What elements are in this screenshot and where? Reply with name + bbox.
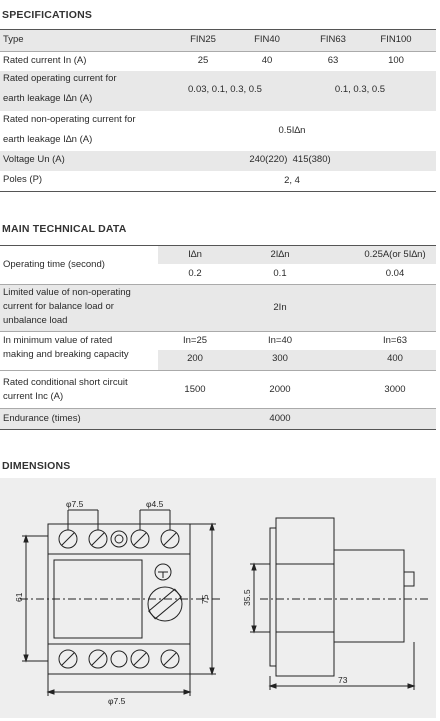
making-h3: In=63 [382, 335, 408, 346]
non-operating-value: 0.5I∆n [278, 125, 306, 136]
rated-current-40: 40 [261, 55, 273, 66]
voltage-label: Voltage Un (A) [3, 154, 65, 165]
short-label1: Rated conditional short circuit [3, 377, 128, 388]
making-label2: making and breaking capacity [3, 349, 129, 360]
side-width-label: 73 [338, 675, 348, 685]
poles-label: Poles (P) [3, 174, 43, 185]
specifications-title: SPECIFICATIONS [2, 9, 93, 21]
making-v2: 300 [272, 353, 288, 364]
dimension-drawing [0, 478, 436, 718]
endurance-row [0, 409, 436, 429]
making-capacity-row [0, 332, 436, 370]
operating-time-h1: I∆n [188, 249, 202, 260]
type-label: Type [3, 34, 24, 45]
side-height-label: 35.5 [242, 589, 252, 606]
bottom-diameter: φ7.5 [108, 696, 126, 706]
making-h1: In=25 [182, 335, 208, 346]
voltage-row [0, 151, 436, 171]
height-61-label: 61 [14, 592, 24, 602]
rated-current-label: Rated current In (A) [3, 55, 87, 66]
short-v2: 2000 [269, 384, 291, 395]
short-label2: current Inc (A) [3, 391, 64, 402]
operating-current-label2: earth leakage I∆n (A) [3, 93, 93, 104]
rated-current-100: 100 [388, 55, 404, 66]
operating-time-h2: 2I∆n [270, 249, 290, 260]
type-fin40: FIN40 [254, 34, 280, 45]
short-v1: 1500 [184, 384, 206, 395]
making-h2: In=40 [267, 335, 293, 346]
operating-current-label1: Rated operating current for [3, 73, 117, 84]
voltage-value: 240(220) 415(380) [249, 154, 331, 165]
operating-time-row [0, 246, 436, 284]
making-v3: 400 [387, 353, 403, 364]
making-label1: In minimum value of rated [3, 335, 113, 346]
operating-time-v2: 0.1 [273, 268, 287, 279]
top-terminal-center-icon [111, 531, 127, 547]
short-circuit-row [0, 371, 436, 408]
non-operating-current-row [0, 111, 436, 151]
making-v1: 200 [187, 353, 203, 364]
limited-label3: unbalance load [3, 315, 68, 326]
limited-value: 2In [273, 302, 287, 313]
rated-current-25: 25 [197, 55, 209, 66]
main-technical-data-title: MAIN TECHNICAL DATA [2, 223, 127, 235]
side-handle [404, 572, 414, 586]
operating-current-value2: 0.1, 0.3, 0.5 [334, 84, 386, 95]
operating-time-v1: 0.2 [188, 268, 202, 279]
rated-current-63: 63 [327, 55, 339, 66]
top-diameter-2: φ4.5 [146, 499, 164, 509]
limited-value-row [0, 285, 436, 331]
side-body-front [334, 550, 404, 642]
spec-header-row [0, 30, 436, 51]
dimensions-title: DIMENSIONS [2, 460, 71, 472]
limited-label1: Limited value of non-operating [3, 287, 131, 298]
non-operating-label2: earth leakage I∆n (A) [3, 134, 93, 145]
operating-current-value1: 0.03, 0.1, 0.3, 0.5 [188, 84, 262, 95]
side-body-back [276, 518, 334, 676]
poles-row [0, 171, 436, 191]
operating-time-h3: 0.25A(or 5I∆n) [364, 249, 426, 260]
dimensions-drawing-panel [0, 478, 436, 718]
bottom-terminal-center-icon [111, 651, 127, 667]
top-diameter-1: φ7.5 [66, 499, 84, 509]
side-din-clip [270, 528, 276, 666]
non-operating-label1: Rated non-operating current for [3, 114, 136, 125]
operating-time-v3: 0.04 [385, 268, 405, 279]
endurance-label: Endurance (times) [3, 413, 81, 424]
poles-value: 2, 4 [284, 175, 300, 186]
height-75-label: 75 [200, 594, 210, 604]
type-fin63: FIN63 [320, 34, 346, 45]
rated-current-row [0, 52, 436, 71]
type-fin25: FIN25 [190, 34, 216, 45]
type-fin100: FIN100 [380, 34, 412, 45]
limited-label2: current for balance load or [3, 301, 114, 312]
operating-time-label: Operating time (second) [3, 259, 105, 270]
short-v3: 3000 [384, 384, 406, 395]
endurance-value: 4000 [269, 413, 291, 424]
operating-current-row [0, 71, 436, 111]
